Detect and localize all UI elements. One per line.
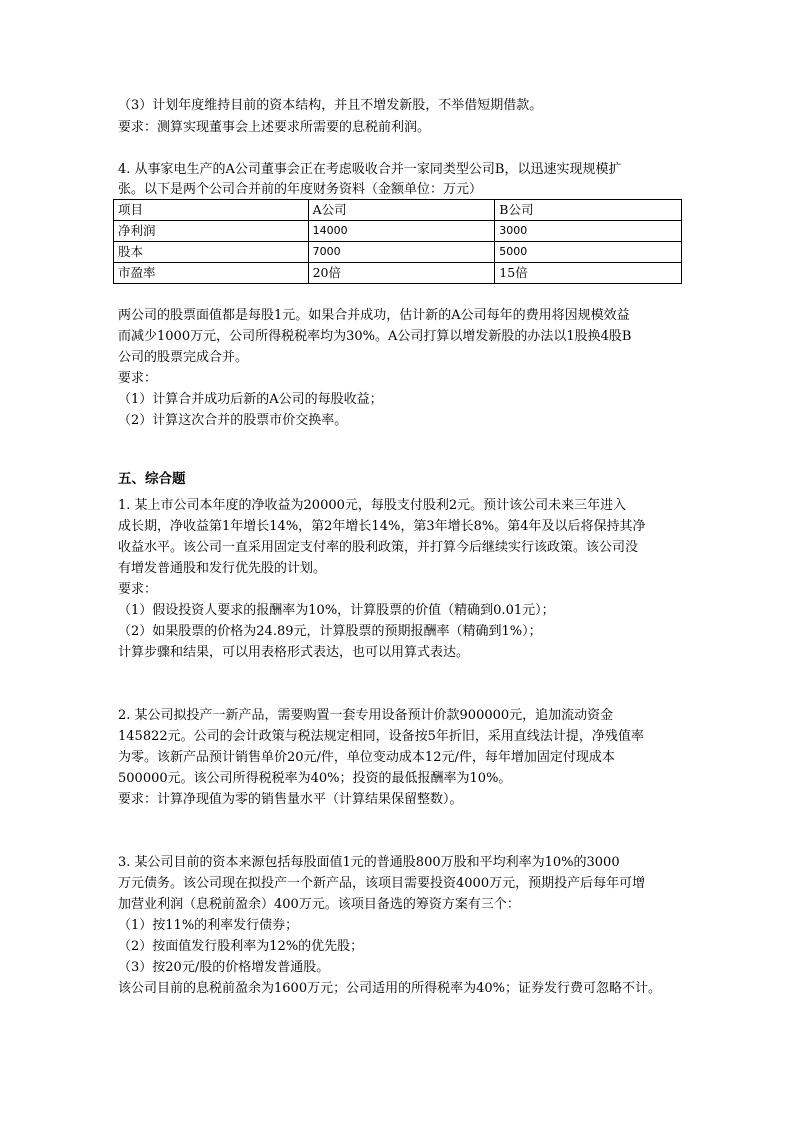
text-line: 收益水平。该公司一直采用固定支付率的股利政策，并打算今后继续实行该政策。该公司没	[118, 540, 639, 555]
option-item: （3）按20元/股的价格增发普通股。	[118, 960, 330, 975]
text-line: 要求：测算实现董事会上述要求所需要的息税前利润。	[118, 120, 431, 135]
table-cell: 3000	[495, 221, 682, 242]
table-header-row	[114, 200, 682, 221]
table-cell: 净利润	[114, 221, 309, 242]
option-item: （2）按面值发行股利率为12%的优先股；	[118, 939, 364, 954]
text-line: 加营业利润（息税前盈余）400万元。该项目备选的筹资方案有三个：	[118, 897, 520, 912]
text-line: 500000元。该公司所得税税率为40%；投资的最低报酬率为10%。	[118, 771, 512, 786]
requirement-item: （2）如果股票的价格为24.89元，计算股票的预期报酬率（精确到1%）；	[118, 624, 542, 639]
option-item: （1）按11%的利率发行债券；	[118, 918, 299, 933]
table-cell: 5000	[495, 242, 682, 263]
section-heading: 五、综合题	[118, 471, 186, 487]
text-line: 145822元。公司的会计政策与税法规定相同，设备按5年折旧，采用直线法计提，净残值率	[118, 729, 644, 744]
requirement-label: 要求：	[118, 371, 158, 386]
question-4-intro: 4. 从事家电生产的A公司董事会正在考虑吸收合并一家同类型公司B，以迅速实现规模扩	[118, 162, 622, 177]
text-line: （3）计划年度维持目前的资本结构，并且不增发新股，不举借短期借款。	[118, 98, 543, 113]
table-row	[114, 242, 682, 263]
table-row	[114, 221, 682, 242]
text-line: 而减少1000万元，公司所得税税率均为30%。A公司打算以增发新股的办法以1股换4股B	[118, 329, 632, 344]
requirement-item: （1）假设投资人要求的报酬率为10%，计算股票的价值（精确到0.01元）；	[118, 603, 555, 618]
requirement-item: （2）计算这次合并的股票市价交换率。	[118, 413, 348, 428]
text-line: 有增发普通股和发行优先股的计划。	[118, 561, 327, 576]
table-cell: 7000	[308, 242, 495, 263]
text-line: 该公司目前的息税前盈余为1600万元；公司适用的所得税率为40%；证券发行费可忽略不计。	[118, 981, 661, 996]
question-3-text: 3. 某公司目前的资本来源包括每股面值1元的普通股800万股和平均利率为10%的3000	[118, 855, 620, 870]
question-1-text: 1. 某上市公司本年度的净收益为20000元，每股支付股利2元。预计该公司未来三年进入	[118, 498, 627, 513]
table-cell: 股本	[114, 242, 309, 263]
text-line: 为零。该新产品预计销售单价20元/件，单位变动成本12元/件，每年增加固定付现成本	[118, 750, 615, 765]
requirement-item: （1）计算合并成功后新的A公司的每股收益；	[118, 392, 383, 407]
text-line: 公司的股票完成合并。	[118, 350, 249, 365]
question-2-text: 2. 某公司拟投产一新产品，需要购置一套专用设备预计价款900000元，追加流动资金	[118, 708, 614, 723]
text-line: 成长期，净收益第1年增长14%，第2年增长14%，第3年增长8%。第4年及以后将保持其净	[118, 519, 646, 534]
requirement-label: 要求：计算净现值为零的销售量水平（计算结果保留整数）。	[118, 792, 463, 807]
table-header-cell: 项目	[114, 200, 309, 221]
table-cell: 14000	[308, 221, 495, 242]
financial-table	[113, 199, 682, 284]
requirement-label: 要求：	[118, 582, 158, 597]
text-line: 两公司的股票面值都是每股1元。如果合并成功，估计新的A公司每年的费用将因规模效益	[118, 308, 630, 323]
table-cell: 20倍	[308, 263, 495, 284]
text-line: 计算步骤和结果，可以用表格形式表达，也可以用算式表达。	[118, 645, 470, 660]
text-line: 张。以下是两个公司合并前的年度财务资料（金额单位：万元）	[118, 182, 483, 197]
text-line: 万元债务。该公司现在拟投产一个新产品，该项目需要投资4000万元，预期投产后每年可增	[118, 876, 646, 891]
table-header-cell: B公司	[495, 200, 682, 221]
table-cell: 市盈率	[114, 263, 309, 284]
table-cell: 15倍	[495, 263, 682, 284]
table-header-cell: A公司	[308, 200, 495, 221]
table-row	[114, 263, 682, 284]
